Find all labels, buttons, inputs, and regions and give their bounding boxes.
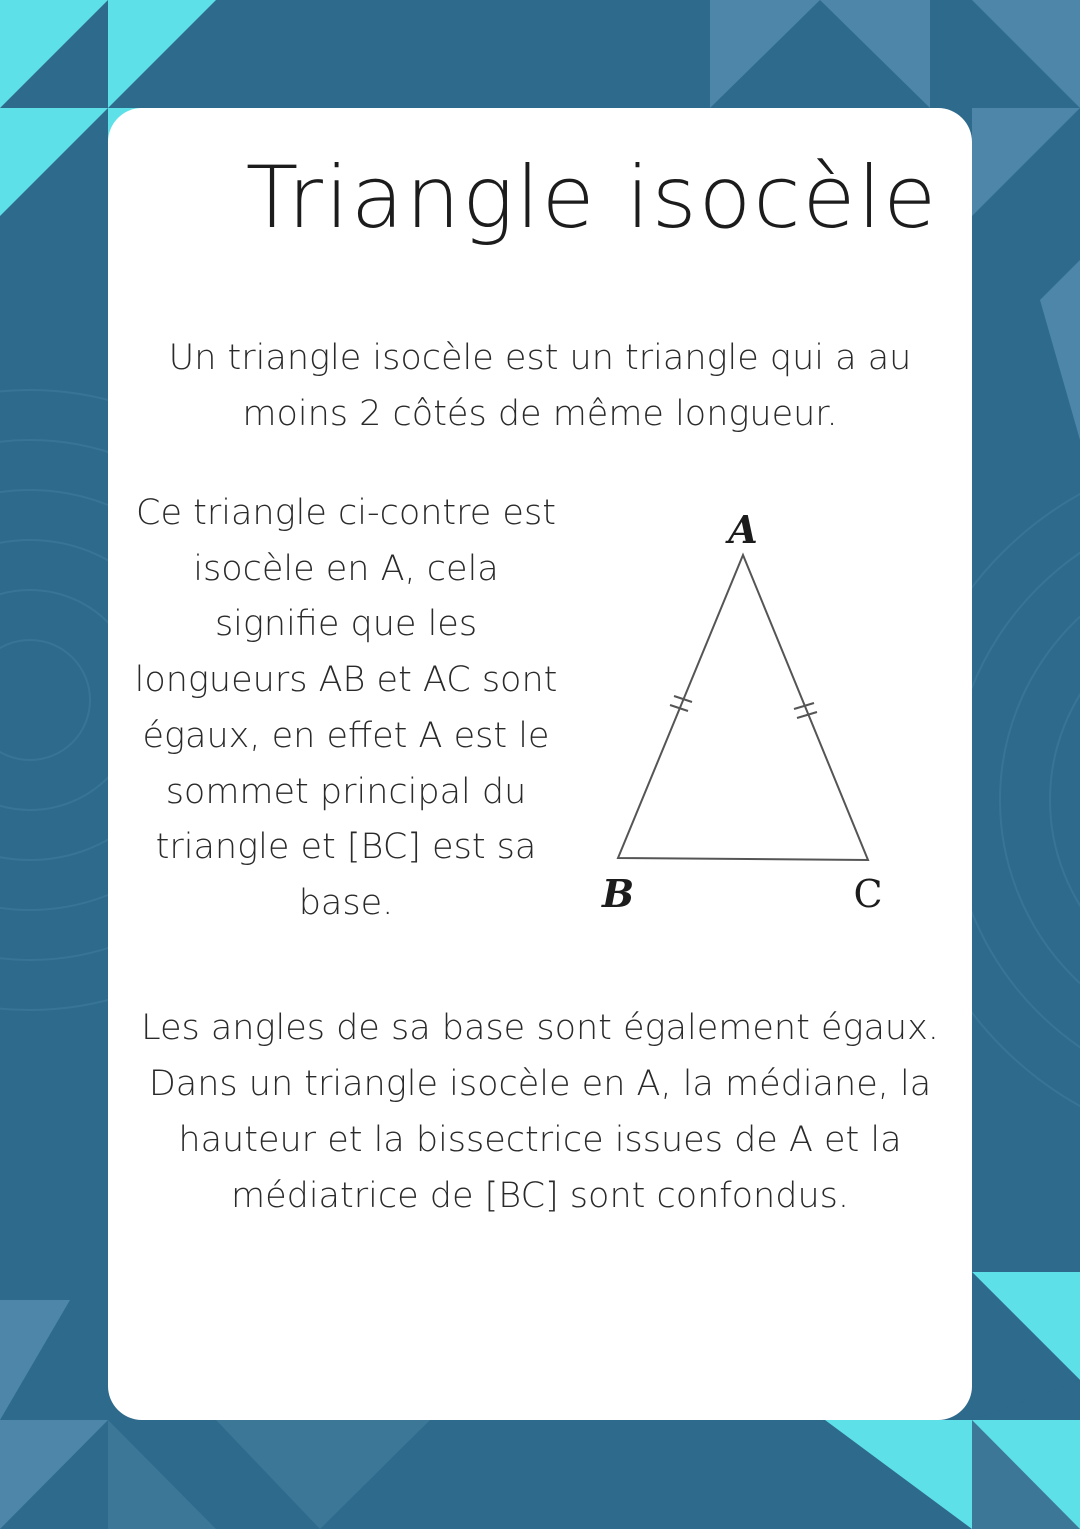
vertex-label-c: C [853, 872, 883, 916]
triangle-outline [618, 555, 868, 860]
vertex-label-a: A [728, 507, 758, 552]
isosceles-triangle-figure [588, 503, 908, 923]
content-card [108, 108, 972, 1420]
properties-paragraph: Les angles de sa base sont également égaux. Dans un triangle isocèle en A, la médiane, la hauteur et la bissectrice issues de A et la médiatrice de [BC] sont confondus. [141, 1008, 939, 1216]
definition-paragraph: Un triangle isocèle est un triangle qui a au moins 2 côtés de même longueur. [168, 338, 912, 434]
explanation-paragraph: Ce triangle ci-contre est isocèle en A, cela signifie que les longueurs AB et AC sont égaux, en effet A est le sommet principal du triangle et [BC] est sa base. [134, 493, 558, 923]
vertex-label-b: B [601, 871, 635, 916]
page-title: Triangle isocèle [245, 148, 939, 248]
